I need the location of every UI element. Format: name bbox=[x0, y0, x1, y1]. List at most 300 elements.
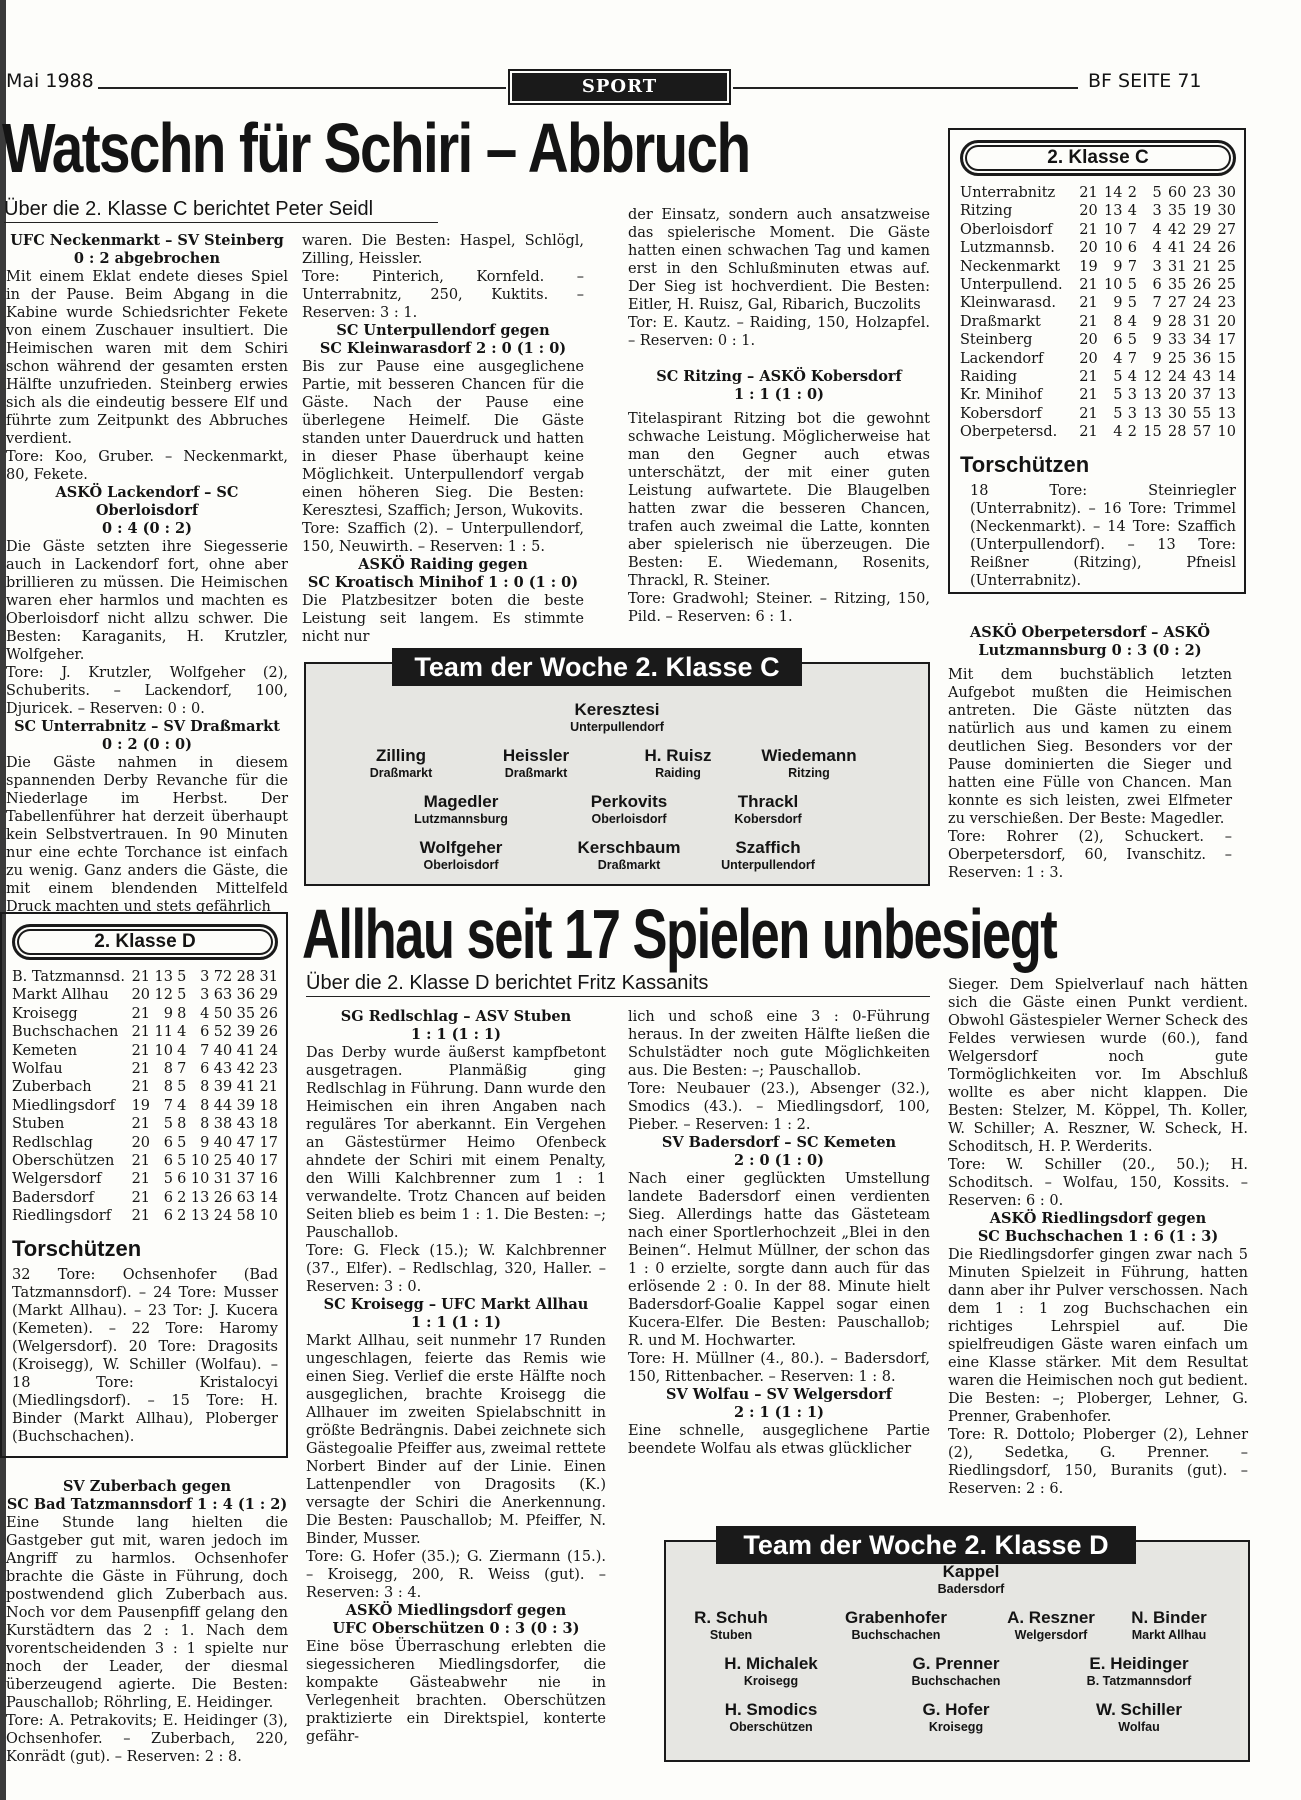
standings-value: 13 bbox=[1143, 387, 1162, 404]
byline-rule bbox=[4, 222, 438, 223]
standings-value: 8 bbox=[163, 1061, 173, 1078]
standings-value: 39 bbox=[236, 1097, 256, 1114]
team-of-week-player bbox=[1084, 1608, 1254, 1643]
standings-value: 5 bbox=[177, 1134, 187, 1151]
standings-value: 3 bbox=[1152, 203, 1162, 220]
standings-value: 3 bbox=[200, 969, 210, 985]
player-name: G. Hofer bbox=[922, 1700, 990, 1719]
standings-value: 52 bbox=[213, 1024, 233, 1041]
team-of-week-player bbox=[1054, 1654, 1224, 1689]
standings-value: 19 bbox=[1192, 203, 1212, 220]
table-title-klasse-d: 2. Klasse D bbox=[12, 924, 278, 960]
article-d-col-4 bbox=[948, 976, 1248, 1498]
team-name: Redlschlag bbox=[12, 1134, 93, 1151]
standings-value: 10 bbox=[190, 1153, 210, 1170]
team-of-week-player bbox=[886, 1562, 1056, 1597]
player-name: Zilling bbox=[375, 746, 427, 765]
standings-value: 24 bbox=[1192, 295, 1212, 312]
standings-value: 23 bbox=[1192, 185, 1212, 201]
standings-value: 41 bbox=[1168, 240, 1187, 257]
standings-value: 4 bbox=[1152, 221, 1162, 238]
player-club: Kroisegg bbox=[743, 1674, 799, 1688]
standings-value: 14 bbox=[1217, 369, 1236, 386]
standings-row bbox=[960, 405, 1236, 423]
player-club: Raiding bbox=[655, 766, 701, 780]
standings-value: 30 bbox=[1168, 405, 1187, 422]
headline-klasse-d: Allhau seit 17 Spielen unbesiegt bbox=[302, 895, 1057, 973]
standings-row bbox=[960, 423, 1236, 441]
standings-value: 24 bbox=[1168, 369, 1187, 386]
standings-value: 42 bbox=[1168, 221, 1187, 238]
team-name: Kr. Minihof bbox=[960, 387, 1043, 404]
team-name: Badersdorf bbox=[12, 1189, 94, 1206]
scorers-title-klasse-d: Torschützen bbox=[12, 1235, 142, 1261]
standings-value: 47 bbox=[236, 1134, 256, 1151]
standings-value: 21 bbox=[131, 1042, 151, 1059]
standings-value: 6 bbox=[200, 1024, 210, 1041]
article-d-col-1 bbox=[6, 1478, 288, 1766]
team-name: Lackendorf bbox=[960, 350, 1044, 367]
player-name: G. Prenner bbox=[912, 1654, 1000, 1673]
report-raiding-minihof: ASKÖ Raiding gegen SC Kroatisch Minihof 1 : 0 (1 : 0) Die Platzbesitzer boten die beste Leistung seit langem. Es stimmte nicht nur bbox=[302, 556, 584, 645]
standings-value: 21 bbox=[131, 1005, 151, 1022]
player-club: Welgersdorf bbox=[1014, 1628, 1088, 1642]
header-rule-right bbox=[733, 87, 1078, 89]
standings-value: 4 bbox=[177, 1042, 187, 1059]
standings-value: 27 bbox=[1217, 221, 1236, 238]
standings-value: 20 bbox=[1079, 350, 1098, 367]
standings-value: 4 bbox=[200, 1005, 210, 1022]
standings-value: 8 bbox=[200, 1116, 210, 1133]
standings-value: 21 bbox=[131, 1171, 151, 1188]
table-title-klasse-c: 2. Klasse C bbox=[960, 140, 1236, 176]
standings-value: 18 bbox=[259, 1116, 278, 1133]
player-name: A. Reszner bbox=[1007, 1608, 1095, 1627]
standings-value: 5 bbox=[1113, 405, 1123, 422]
team-name: Zuberbach bbox=[12, 1079, 92, 1096]
standings-value: 10 bbox=[154, 1042, 173, 1059]
team-name: Kobersdorf bbox=[960, 405, 1042, 422]
standings-value: 21 bbox=[1079, 295, 1098, 312]
player-club: Draßmarkt bbox=[597, 858, 661, 872]
standings-row bbox=[960, 331, 1236, 349]
standings-value: 6 bbox=[163, 1189, 173, 1206]
standings-value: 5 bbox=[177, 969, 187, 985]
standings-row bbox=[960, 184, 1236, 202]
standings-value: 9 bbox=[1113, 295, 1123, 312]
standings-value: 38 bbox=[213, 1116, 233, 1133]
standings-row bbox=[960, 294, 1236, 312]
standings-value: 18 bbox=[259, 1097, 278, 1114]
standings-value: 17 bbox=[1217, 332, 1236, 349]
standings-row bbox=[12, 986, 278, 1004]
article-c-col-3 bbox=[628, 206, 930, 626]
player-name: Wolfgeher bbox=[419, 838, 503, 857]
standings-value: 23 bbox=[259, 1061, 278, 1078]
standings-value: 5 bbox=[1113, 369, 1123, 386]
standings-value: 13 bbox=[154, 969, 173, 985]
report-oberpetersdorf-lutzmannsburg: ASKÖ Oberpetersdorf – ASKÖ Lutzmannsburg 0 : 3 (0 : 2) Mit dem buchstäblich letzten Aufgebot mußten die Heimischen antreten. Die Gäste nützten das natürlich aus und kamen zu einem deutlichen Sieg. Besonders vor der Pause dominierten die Sieger und hatten eine Fülle von Chancen. Man konnte es sich leisten, zwei Elfmeter zu verschießen. Der Beste: Magedler. Tore: Rohrer (2), Schuckert. – Oberpetersdorf, 60, Ivanschitz. – Reserven: 1 : 3. bbox=[948, 624, 1232, 881]
team-of-week-player bbox=[646, 1608, 816, 1643]
standings-value: 31 bbox=[259, 969, 278, 985]
standings-value: 8 bbox=[200, 1097, 210, 1114]
report-redlschlag-stuben: SG Redlschlag – ASV Stuben 1 : 1 (1 : 1) Das Derby wurde äußerst kampfbetont ausgetragen. Planmäßig ging Redlschlag in Führung. Dann wurde den Heimischen ein ihren Angaben nach reguläres Tor aberkannt. Ein Vergehen an Gästestürmer Heimo Ofenbeck ahndete der Schiri mit einem Penalty, den Willi Kalchbrenner zum 1 : 1 verwandelte. Trotz Chancen auf beiden Seiten blieb es beim 1 : 1. Die Besten: –; Pauschallob. Tore: G. Fleck (15.); W. Kalchbrenner (37., Elfer). – Redlschlag, 320, Haller. – Reserven: 3 : 0. bbox=[306, 1008, 606, 1295]
standings-value: 4 bbox=[1113, 424, 1123, 441]
standings-value: 5 bbox=[163, 1171, 173, 1188]
standings-value: 6 bbox=[200, 1061, 210, 1078]
report-kroisegg-allhau: SC Kroisegg – UFC Markt Allhau 1 : 1 (1 : 1) Markt Allhau, seit nunmehr 17 Runden ungeschlagen, feierte das Remis wie einen Sieg. Verlief die erste Hälfte noch ausgeglichen, brachte Kroisegg die Allhauer im zweiten Spielabschnitt in größte Bedrängnis. Dabei zeichnete sich Gästegoalie Pfeiffer aus, zweimal rettete Norbert Binder auf der Linie. Einen Lattenpendler von Dragosits (K.) versagte der Schiri die Anerkennung. Die Besten: Pauschallob; M. Pfeiffer, N. Binder, Musser. Tore: G. Hofer (35.); G. Ziermann (15.). – Kroisegg, 200, R. Weiss (gut). – Reserven: 3 : 4. bbox=[306, 1296, 606, 1601]
standings-value: 10 bbox=[1217, 424, 1236, 441]
standings-value: 4 bbox=[1113, 350, 1123, 367]
standings-value: 19 bbox=[1079, 258, 1098, 275]
standings-value: 34 bbox=[1192, 332, 1212, 349]
standings-value: 2 bbox=[1127, 424, 1138, 441]
standings-value: 4 bbox=[177, 1097, 187, 1114]
standings-value: 31 bbox=[1168, 258, 1187, 275]
report-wolfau-welgersdorf: SV Wolfau – SV Welgersdorf 2 : 1 (1 : 1) Eine schnelle, ausgeglichene Partie beendete Wolfau als etwas glücklicher bbox=[628, 1386, 930, 1457]
team-of-week-player bbox=[686, 1654, 856, 1689]
standings-value: 16 bbox=[259, 1171, 278, 1188]
standings-value: 7 bbox=[1127, 221, 1138, 238]
player-club: Kobersdorf bbox=[734, 812, 802, 826]
player-club: Kroisegg bbox=[928, 1720, 984, 1734]
player-name: Szaffich bbox=[735, 838, 801, 857]
standings-value: 9 bbox=[1113, 258, 1123, 275]
standings-row bbox=[960, 276, 1236, 294]
team-name: Lutzmannsb. bbox=[960, 240, 1055, 257]
player-name: Magedler bbox=[423, 792, 499, 811]
standings-value: 28 bbox=[1168, 424, 1187, 441]
standings-value: 21 bbox=[1079, 185, 1098, 201]
team-name: Markt Allhau bbox=[12, 987, 109, 1004]
standings-value: 8 bbox=[200, 1079, 210, 1096]
player-club: Draßmarkt bbox=[504, 766, 568, 780]
standings-row bbox=[12, 1078, 278, 1096]
standings-value: 72 bbox=[213, 969, 233, 985]
standings-value: 21 bbox=[131, 1079, 151, 1096]
standings-value: 24 bbox=[1192, 240, 1212, 257]
standings-value: 14 bbox=[1104, 185, 1123, 201]
standings-value: 26 bbox=[1217, 240, 1236, 257]
standings-value: 27 bbox=[1168, 295, 1187, 312]
standings-value: 36 bbox=[1192, 350, 1212, 367]
standings-value: 43 bbox=[213, 1061, 233, 1078]
standings-value: 26 bbox=[1192, 277, 1212, 294]
standings-value: 7 bbox=[163, 1097, 173, 1114]
player-club: Oberloisdorf bbox=[423, 858, 499, 872]
standings-value: 6 bbox=[1113, 332, 1123, 349]
report-riedlingsdorf-buchschachen: ASKÖ Riedlingsdorf gegen SC Buchschachen 1 : 6 (1 : 3) Die Riedlingsdorfer gingen zwar nach 5 Minuten Spielzeit in Führung, hatten dann aber ihr Pulver verschossen. Nach dem 1 : 1 zog Buchschachen ein richtiges Lehrspiel auf. Die spielfreudigen Gäste waren einfach um eine Klasse stärker. Mit dem Resultat waren die Heimischen noch gut bedient. Die Besten: –; Ploberger, Lehner, G. Prenner, Grabenhofer. Tore: R. Dottolo; Ploberger (2), Lehner (2), Sedetka, G. Prenner. – Riedlingsdorf, 150, Buranits (gut). – Reserven: 2 : 6. bbox=[948, 1210, 1248, 1497]
article-c-col-4 bbox=[948, 624, 1232, 882]
standings-value: 14 bbox=[259, 1189, 278, 1206]
scorers-klasse-c: 18 Tore: Steinriegler (Unterrabnitz). – 16 Tore: Trimmel (Neckenmarkt). – 14 Tore: Szaffich (Unterpullendorf). – 13 Tore: Reißner (Ritzing), Pfneisl (Unterrabnitz). bbox=[970, 482, 1236, 589]
standings-value: 5 bbox=[163, 1116, 173, 1133]
standings-value: 5 bbox=[177, 1079, 187, 1096]
standings-value: 37 bbox=[236, 1171, 256, 1188]
standings-value: 55 bbox=[1192, 405, 1212, 422]
standings-value: 5 bbox=[1152, 185, 1162, 201]
standings-value: 10 bbox=[1104, 240, 1123, 257]
report-unterpullendorf-kleinwarasdorf: SC Unterpullendorf gegen SC Kleinwarasdorf 2 : 0 (1 : 0) Bis zur Pause eine ausgeglichene Partie, mit besseren Chancen für die Gäste. Nach der Pause eine überlegene Heimelf. Die Gäste standen unter Dauerdruck und hatten in dieser Phase überhaupt keine Möglichkeit. Unterpullendorf vergab einen höheren Sieg. Die Besten: Keresztesi, Szaffich; Jerson, Wukovits. Tore: Szaffich (2). – Unterpullendorf, 150, Neuwirth. – Reserven: 1 : 5. bbox=[302, 322, 584, 555]
byline-klasse-c: Über die 2. Klasse C berichtet Peter Seidl bbox=[4, 198, 374, 220]
standings-row bbox=[12, 1060, 278, 1078]
standings-row bbox=[12, 1170, 278, 1188]
standings-value: 25 bbox=[1217, 277, 1236, 294]
standings-table-klasse-c bbox=[960, 184, 1236, 442]
headline-klasse-c: Watschn für Schiri – Abbruch bbox=[2, 109, 750, 187]
player-name: W. Schiller bbox=[1096, 1700, 1182, 1719]
standings-value: 6 bbox=[163, 1208, 173, 1225]
standings-value: 15 bbox=[1143, 424, 1162, 441]
report-unterrabnitz-cont: waren. Die Besten: Haspel, Schlögl, Zilling, Heissler. Tore: Pinterich, Kornfeld. – Unterrabnitz, 250, Kuktits. – Reserven: 3 : 1. bbox=[302, 233, 584, 321]
standings-table-klasse-d bbox=[12, 968, 278, 1226]
standings-value: 35 bbox=[236, 1005, 256, 1022]
standings-value: 21 bbox=[1079, 405, 1098, 422]
player-club: Markt Allhau bbox=[1131, 1628, 1207, 1642]
standings-value: 30 bbox=[1217, 203, 1236, 220]
article-d-col-2 bbox=[306, 1008, 606, 1746]
standings-value: 3 bbox=[1127, 405, 1138, 422]
standings-value: 20 bbox=[1217, 313, 1236, 330]
standings-value: 6 bbox=[1127, 240, 1138, 257]
player-club: B. Tatzmannsdorf bbox=[1086, 1674, 1192, 1688]
standings-value: 7 bbox=[177, 1061, 187, 1078]
team-name: Draßmarkt bbox=[960, 313, 1041, 330]
team-of-week-player bbox=[686, 1700, 856, 1735]
standings-value: 20 bbox=[1079, 332, 1098, 349]
team-name: Oberloisdorf bbox=[960, 221, 1053, 238]
team-name: B. Tatzmannsd. bbox=[12, 969, 125, 985]
team-name: Wolfau bbox=[12, 1061, 63, 1078]
report-lackendorf-oberloisdorf: ASKÖ Lackendorf – SC Oberloisdorf 0 : 4 (0 : 2) Die Gäste setzten ihre Siegesserie auch in Lackendorf fort, ohne aber brillieren zu müssen. Die Heimischen waren eher harmlos und machten es Oberloisdorf nicht allzu schwer. Die Besten: Karaganits, H. Krutzler, Wolfgeher. Tore: J. Krutzler, Wolfgeher (2), Schuberits. – Lackendorf, 100, Djuricek. – Reserven: 0 : 0. bbox=[6, 484, 288, 717]
standings-row bbox=[12, 1207, 278, 1225]
standings-value: 26 bbox=[213, 1189, 233, 1206]
standings-value: 13 bbox=[1104, 203, 1123, 220]
standings-value: 39 bbox=[236, 1024, 256, 1041]
byline-rule-d bbox=[306, 996, 930, 997]
standings-value: 17 bbox=[259, 1153, 278, 1170]
standings-value: 21 bbox=[1192, 258, 1212, 275]
standings-value: 7 bbox=[1127, 258, 1138, 275]
team-of-week-title-c: Team der Woche 2. Klasse C bbox=[392, 648, 802, 686]
standings-value: 25 bbox=[1168, 350, 1187, 367]
standings-row bbox=[12, 1152, 278, 1170]
standings-row bbox=[960, 368, 1236, 386]
report-raiding-cont: der Einsatz, sondern auch ansatzweise das spielerische Moment. Die Gäste hatten einen schwachen Tag und kamen erst in den Schlußminuten etwas auf. Der Sieg ist hochverdient. Die Besten: Eitler, H. Ruisz, Gal, Ribarich, Buczolits Tor: E. Kautz. – Raiding, 150, Holzapfel. – Reserven: 0 : 1. bbox=[628, 207, 930, 349]
report-unterrabnitz-drassmarkt: SC Unterrabnitz – SV Draßmarkt 0 : 2 (0 : 0) Die Gäste nahmen in diesem spannenden Derby Revanche für die Niederlage im Herbst. Der Tabellenführer hat derzeit überhaupt kein Selbstvertrauen. In 90 Minuten nur eine echte Torchance ist einfach zu wenig. Ganz anders die Gäste, die mit einem blendenden Mittelfeld Druck machten und stets gefährlich bbox=[6, 718, 288, 915]
player-club: Buchschachen bbox=[851, 1628, 941, 1642]
player-name: Wiedemann bbox=[761, 746, 857, 765]
standings-value: 21 bbox=[131, 1189, 151, 1206]
standings-value: 4 bbox=[177, 1024, 187, 1041]
report-badersdorf-kemeten: SV Badersdorf – SC Kemeten 2 : 0 (1 : 0) Nach einer geglückten Umstellung landete Badersdorf einen verdienten Sieg. Allerdings hatte das Gästeteam nach einer Sportlerhochzeit „Blei in den Beinen“. Helmut Müllner, der schon das 1 : 0 erzielte, sorgte dann auch für das erlösende 2 : 0. In der 88. Minute hielt Badersdorf-Goalie Kappel sogar einen Kucera-Elfer. Die Besten: Pauschallob; R. und M. Hochwarter. Tore: H. Müllner (4., 80.). – Badersdorf, 150, Rittenbacher. – Reserven: 1 : 8. bbox=[628, 1134, 930, 1385]
standings-value: 40 bbox=[213, 1042, 233, 1059]
team-of-week-player bbox=[724, 746, 894, 781]
team-of-week-klasse-c bbox=[304, 652, 930, 886]
standings-value: 21 bbox=[131, 1061, 151, 1078]
team-name: Raiding bbox=[960, 369, 1018, 386]
report-zuberbach-tatzmannsdorf: SV Zuberbach gegen SC Bad Tatzmannsdorf 1 : 4 (1 : 2) Eine Stunde lang hielten die Gastgeber gut mit, waren jedoch im Angriff zu harmlos. Ochsenhofer brachte die Gäste in Führung, doch postwendend glich Zuberbach aus. Noch vor dem Pausenpfiff gelang den Kurstädtern das 2 : 1. Nach dem vorentscheidenden 3 : 1 spielte nur noch der Leader, der diesmal überzeugend agierte. Die Besten: Pauschallob; Röhrling, E. Heidinger. Tore: A. Petrakovits; E. Heidinger (3), Ochsenhofer. – Zuberbach, 220, Konrädt (gut). – Reserven: 2 : 8. bbox=[6, 1478, 288, 1765]
standings-row bbox=[960, 202, 1236, 220]
standings-value: 8 bbox=[177, 1116, 187, 1133]
standings-value: 17 bbox=[259, 1134, 278, 1151]
standings-value: 21 bbox=[1079, 277, 1098, 294]
player-club: Stuben bbox=[709, 1628, 753, 1642]
standings-value: 5 bbox=[177, 987, 187, 1004]
player-club: Unterpullendorf bbox=[570, 720, 664, 734]
standings-value: 31 bbox=[213, 1171, 233, 1188]
standings-value: 50 bbox=[213, 1005, 233, 1022]
standings-value: 5 bbox=[177, 1153, 187, 1170]
standings-row bbox=[12, 1097, 278, 1115]
standings-value: 37 bbox=[1192, 387, 1212, 404]
standings-row bbox=[960, 386, 1236, 404]
table-box-klasse-c bbox=[948, 128, 1246, 594]
player-club: Badersdorf bbox=[937, 1582, 1005, 1596]
standings-value: 3 bbox=[200, 987, 210, 1004]
standings-value: 21 bbox=[131, 1153, 151, 1170]
standings-value: 8 bbox=[1113, 313, 1123, 330]
standings-value: 35 bbox=[1168, 277, 1187, 294]
standings-value: 2 bbox=[1127, 185, 1138, 201]
standings-value: 20 bbox=[1168, 387, 1187, 404]
standings-value: 7 bbox=[200, 1042, 210, 1059]
standings-value: 21 bbox=[131, 969, 151, 985]
standings-value: 57 bbox=[1192, 424, 1212, 441]
player-club: Oberschützen bbox=[729, 1720, 813, 1734]
standings-value: 7 bbox=[1152, 295, 1162, 312]
team-name: Neckenmarkt bbox=[960, 258, 1061, 275]
player-name: H. Smodics bbox=[724, 1700, 818, 1719]
standings-row bbox=[960, 313, 1236, 331]
player-name: R. Schuh bbox=[694, 1608, 768, 1627]
standings-row bbox=[12, 1134, 278, 1152]
standings-value: 28 bbox=[236, 969, 256, 985]
standings-value: 9 bbox=[1152, 332, 1162, 349]
standings-value: 43 bbox=[236, 1116, 256, 1133]
team-of-week-player bbox=[683, 792, 853, 827]
standings-value: 6 bbox=[177, 1171, 187, 1188]
section-label: SPORT bbox=[512, 73, 727, 101]
standings-row bbox=[12, 1189, 278, 1207]
standings-value: 8 bbox=[177, 1005, 187, 1022]
standings-value: 13 bbox=[1217, 387, 1236, 404]
team-of-week-player bbox=[376, 792, 546, 827]
team-of-week-player bbox=[1054, 1700, 1224, 1735]
standings-row bbox=[12, 968, 278, 986]
standings-value: 6 bbox=[163, 1153, 173, 1170]
team-name: Kleinwarasd. bbox=[960, 295, 1056, 312]
player-name: Kappel bbox=[942, 1562, 1000, 1581]
standings-value: 23 bbox=[1217, 295, 1236, 312]
standings-value: 26 bbox=[259, 1005, 278, 1022]
standings-value: 9 bbox=[1152, 350, 1162, 367]
standings-value: 33 bbox=[1168, 332, 1187, 349]
standings-value: 10 bbox=[1104, 277, 1123, 294]
standings-value: 12 bbox=[154, 987, 173, 1004]
standings-value: 13 bbox=[190, 1189, 210, 1206]
team-name: Stuben bbox=[12, 1116, 65, 1133]
standings-value: 6 bbox=[163, 1134, 173, 1151]
standings-value: 29 bbox=[1192, 221, 1212, 238]
player-club: Lutzmannsburg bbox=[414, 812, 508, 826]
standings-value: 63 bbox=[213, 987, 233, 1004]
table-box-klasse-d bbox=[0, 912, 288, 1458]
team-name: Kroisegg bbox=[12, 1005, 78, 1022]
standings-value: 21 bbox=[1079, 387, 1098, 404]
player-name: Heissler bbox=[502, 746, 570, 765]
standings-value: 25 bbox=[213, 1153, 233, 1170]
standings-value: 5 bbox=[1127, 295, 1138, 312]
scorers-klasse-d: 32 Tore: Ochsenhofer (Bad Tatzmannsdorf). – 24 Tore: Musser (Markt Allhau). – 23 Tor: J. Kucera (Kemeten). – 22 Tore: Haromy (Welgersdorf). 20 Tore: Dragosits (Kroisegg), W. Schiller (Wolfau). – 18 Tore: Kristalocyi (Miedlingsdorf). – 15 Tore: H. Binder (Markt Allhau), Ploberger (Buchschachen). bbox=[12, 1266, 278, 1445]
standings-value: 10 bbox=[1104, 221, 1123, 238]
team-of-week-player bbox=[871, 1700, 1041, 1735]
standings-row bbox=[12, 1005, 278, 1023]
report-miedlingsdorf-cont: lich und schoß eine 3 : 0-Führung heraus. In der zweiten Hälfte ließen die Schulstädter noch gute Möglichkeiten aus. Die Besten: –; Pauschallob. Tore: Neubauer (23.), Absenger (32.), Smodics (43.). – Miedlingsdorf, 100, Pieber. – Reserven: 1 : 2. bbox=[628, 1009, 930, 1133]
standings-value: 41 bbox=[236, 1079, 256, 1096]
standings-value: 9 bbox=[1152, 313, 1162, 330]
standings-value: 21 bbox=[259, 1079, 278, 1096]
standings-value: 19 bbox=[131, 1097, 151, 1114]
standings-value: 24 bbox=[259, 1042, 278, 1059]
header-rule-left bbox=[98, 87, 506, 89]
standings-value: 7 bbox=[1127, 350, 1138, 367]
report-miedlingsdorf-oberschuetzen: ASKÖ Miedlingsdorf gegen UFC Oberschützen 0 : 3 (0 : 3) Eine böse Überraschung erlebten die siegessicheren Miedlingsdorfer, die kompakte Gästeabwehr nie in Verlegenheit brachten. Oberschützen praktizierte ein Direktspiel, konterte gefähr- bbox=[306, 1602, 606, 1745]
player-name: H. Ruisz bbox=[644, 746, 712, 765]
standings-row bbox=[960, 221, 1236, 239]
team-of-week-player bbox=[811, 1608, 981, 1643]
standings-value: 42 bbox=[236, 1061, 256, 1078]
standings-value: 9 bbox=[200, 1134, 210, 1151]
standings-value: 20 bbox=[1079, 203, 1098, 220]
scorers-title-klasse-c: Torschützen bbox=[960, 451, 1090, 477]
team-name: Steinberg bbox=[960, 332, 1033, 349]
standings-value: 28 bbox=[1168, 313, 1187, 330]
standings-value: 20 bbox=[131, 987, 151, 1004]
standings-value: 21 bbox=[131, 1024, 151, 1041]
standings-value: 40 bbox=[213, 1134, 233, 1151]
team-name: Riedlingsdorf bbox=[12, 1208, 112, 1225]
standings-value: 21 bbox=[1079, 313, 1098, 330]
standings-value: 26 bbox=[259, 1024, 278, 1041]
player-club: Wolfau bbox=[1118, 1720, 1160, 1734]
standings-value: 4 bbox=[1127, 313, 1138, 330]
standings-value: 39 bbox=[213, 1079, 233, 1096]
standings-value: 13 bbox=[190, 1208, 210, 1225]
standings-value: 21 bbox=[131, 1116, 151, 1133]
standings-row bbox=[12, 1115, 278, 1133]
team-of-week-title-d: Team der Woche 2. Klasse D bbox=[716, 1526, 1136, 1564]
team-name: Miedlingsdorf bbox=[12, 1097, 115, 1114]
team-name: Oberpetersd. bbox=[960, 424, 1058, 441]
player-name: Thrackl bbox=[737, 792, 799, 811]
byline-klasse-d: Über die 2. Klasse D berichtet Fritz Kassanits bbox=[306, 972, 709, 994]
team-name: Buchschachen bbox=[12, 1024, 119, 1041]
standings-value: 15 bbox=[1217, 350, 1236, 367]
player-name: H. Michalek bbox=[724, 1654, 818, 1673]
standings-value: 20 bbox=[1079, 240, 1098, 257]
standings-row bbox=[960, 239, 1236, 257]
standings-value: 10 bbox=[259, 1208, 278, 1225]
team-name: Ritzing bbox=[960, 203, 1013, 220]
standings-value: 3 bbox=[1152, 258, 1162, 275]
standings-value: 30 bbox=[1217, 185, 1236, 201]
standings-row bbox=[12, 1023, 278, 1041]
standings-value: 3 bbox=[1127, 387, 1138, 404]
standings-value: 13 bbox=[1217, 405, 1236, 422]
standings-value: 63 bbox=[236, 1189, 256, 1206]
standings-row bbox=[12, 1042, 278, 1060]
